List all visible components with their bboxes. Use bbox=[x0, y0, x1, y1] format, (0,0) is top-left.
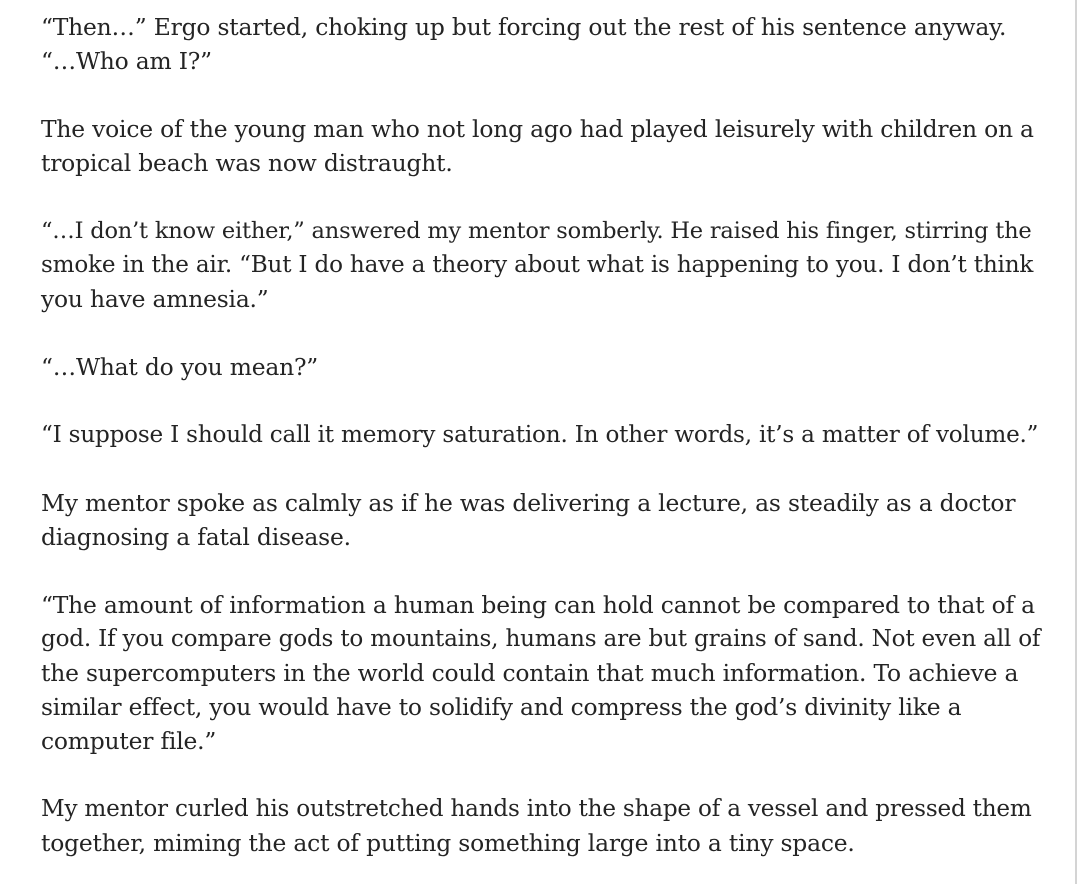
paragraph bbox=[41, 112, 1041, 180]
text-line: together, miming the act of putting something large into a tiny space. bbox=[41, 829, 855, 857]
text-line: “…What do you mean?” bbox=[41, 353, 319, 381]
text-line: My mentor curled his outstretched hands into the shape of a vessel and pressed them bbox=[41, 796, 1032, 822]
text-line: “…I don’t know either,” answered my mentor somberly. He raised his finger, stirring the bbox=[41, 218, 1032, 244]
text-line: The voice of the young man who not long ago had played leisurely with children on a bbox=[41, 115, 1034, 143]
text-line: My mentor spoke as calmly as if he was delivering a lecture, as steadily as a doctor bbox=[41, 489, 1016, 517]
text-line: “…Who am I?” bbox=[41, 47, 212, 75]
paragraph bbox=[41, 418, 1041, 452]
article-body bbox=[41, 10, 1041, 860]
text-line: god. If you compare gods to mountains, humans are but grains of sand. Not even all of bbox=[41, 626, 1041, 652]
paragraph bbox=[41, 350, 1041, 384]
text-line: “The amount of information a human being can hold cannot be compared to that of a bbox=[41, 591, 1035, 619]
paragraph bbox=[41, 588, 1041, 758]
text-line: “I suppose I should call it memory saturation. In other words, it’s a matter of volume.” bbox=[41, 422, 1039, 448]
text-line: smoke in the air. “But I do have a theory about what is happening to you. I don’t think bbox=[41, 252, 1034, 278]
page-edge-divider bbox=[1075, 0, 1077, 884]
paragraph bbox=[41, 486, 1041, 554]
text-line: the supercomputers in the world could contain that much information. To achieve a bbox=[41, 659, 1019, 687]
text-line: “Then…” Ergo started, choking up but forcing out the rest of his sentence anyway. bbox=[41, 13, 1007, 41]
paragraph bbox=[41, 214, 1041, 316]
text-line: diagnosing a fatal disease. bbox=[41, 523, 351, 551]
paragraph bbox=[41, 10, 1041, 78]
text-line: computer file.” bbox=[41, 727, 217, 755]
text-line: tropical beach was now distraught. bbox=[41, 149, 453, 177]
text-line: similar effect, you would have to solidify and compress the god’s divinity like a bbox=[41, 693, 962, 721]
text-line: you have amnesia.” bbox=[41, 285, 269, 313]
paragraph bbox=[41, 792, 1041, 860]
